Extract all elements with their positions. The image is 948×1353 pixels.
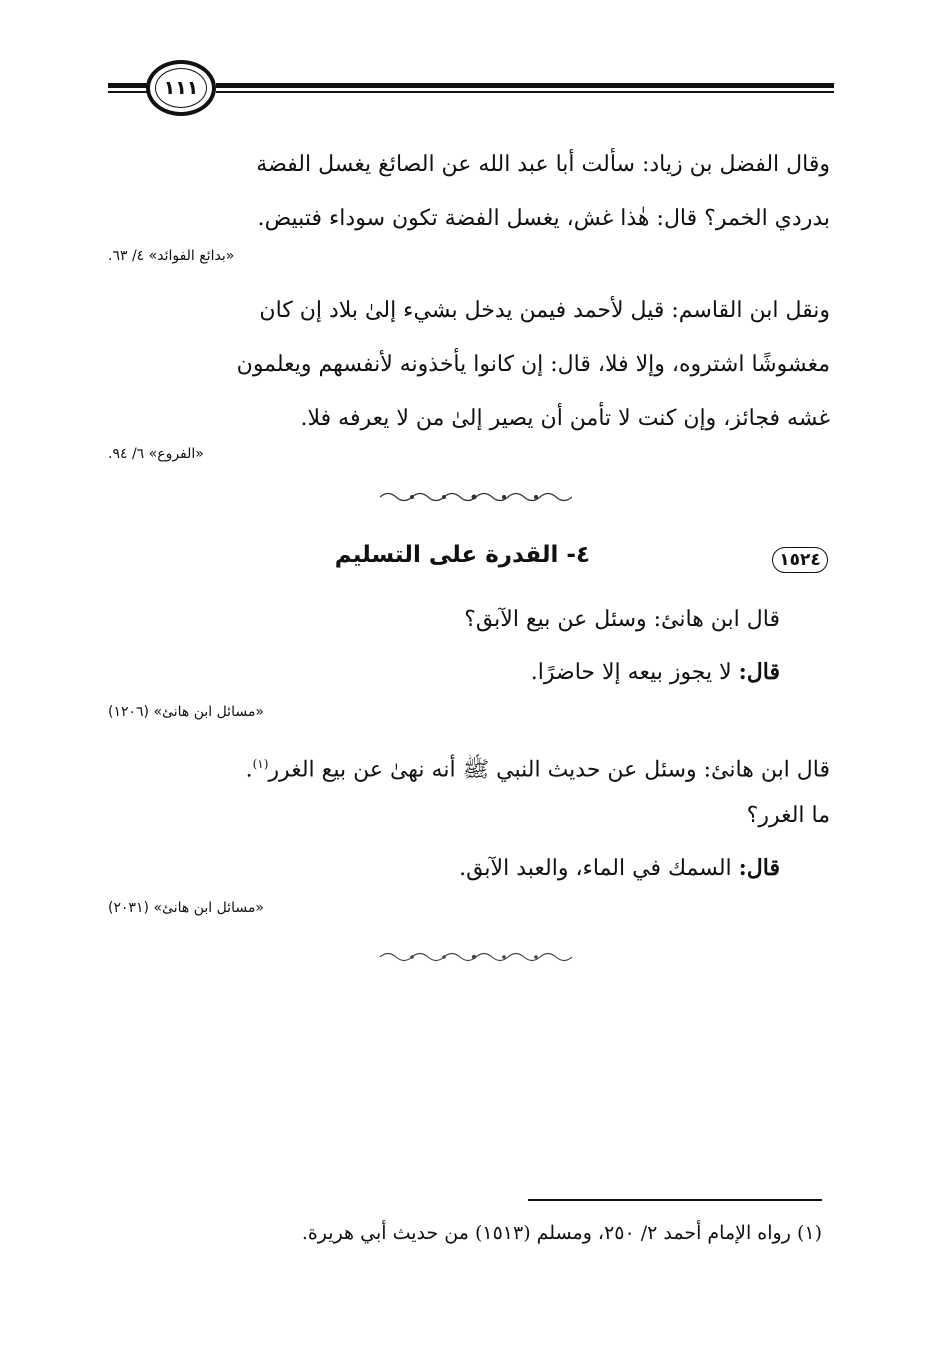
question-end-mark: . (245, 757, 253, 783)
paragraph-1 (108, 138, 830, 246)
footnote-text: رواه الإمام أحمد ٢/ ٢٥٠، ومسلم (١٥١٣) من حديث أبي هريرة. (301, 1222, 797, 1244)
page-number: ١١١ (163, 77, 199, 99)
source-citation-1: «بدائع الفوائد» ٤/ ٦٣. (108, 248, 235, 264)
question-2-line-2: ما الغرر؟ (746, 803, 830, 828)
section-number-badge (770, 540, 830, 580)
section-number: ١٥٢٤ (772, 547, 828, 573)
footnote-separator (528, 1199, 822, 1201)
page-number-medallion (146, 60, 216, 116)
source-citation-4: «مسائل ابن هانئ» (٢٠٣١) (108, 900, 264, 916)
source-citation-2: «الفروع» ٦/ ٩٤. (108, 446, 204, 462)
section-divider-ornament (376, 950, 572, 964)
footnote-reference[interactable]: (١) (252, 757, 269, 771)
source-citation-3: «مسائل ابن هانئ» (١٢٠٦) (108, 704, 264, 720)
paragraph-line: وقال الفضل بن زياد: سألت أبا عبد الله عن الصائغ يغسل الفضة (256, 152, 830, 177)
question-2-line-1 (246, 742, 830, 792)
section-divider-ornament (376, 490, 572, 504)
answer-2 (459, 846, 780, 891)
header-rule-right (216, 83, 834, 94)
section-title: ٤- القدرة على التسليم (334, 542, 590, 568)
section-heading (108, 538, 830, 586)
answer-label: قال: (738, 659, 780, 685)
question-text: قال ابن هانئ: وسئل عن حديث النبي ﷺ أنه نهىٰ عن بيع الغرر (268, 757, 830, 783)
answer-1 (531, 650, 780, 695)
question-1: قال ابن هانئ: وسئل عن بيع الآبق؟ (464, 607, 780, 632)
header-rule-left (108, 83, 150, 94)
paragraph-line: ونقل ابن القاسم: قيل لأحمد فيمن يدخل بشيء إلىٰ بلاد إن كان (259, 298, 830, 323)
footnote-1 (302, 1216, 822, 1250)
paragraph-line: مغشوشًا اشتروه، وإلا فلا، قال: إن كانوا يأخذونه لأنفسهم ويعلمون (236, 352, 830, 377)
answer-text: السمك في الماء، والعبد الآبق. (459, 856, 739, 881)
paragraph-line: بدردي الخمر؟ قال: هٰذا غش، يغسل الفضة تكون سوداء فتبيض. (257, 206, 830, 231)
paragraph-line: غشه فجائز، وإن كنت لا تأمن أن يصير إلىٰ من لا يعرفه فلا. (300, 406, 830, 431)
paragraph-2 (108, 284, 830, 446)
page-header (108, 58, 834, 118)
answer-label: قال: (738, 855, 780, 881)
answer-text: لا يجوز بيعه إلا حاضرًا. (530, 660, 739, 685)
footnote-marker: (١) (796, 1222, 822, 1244)
